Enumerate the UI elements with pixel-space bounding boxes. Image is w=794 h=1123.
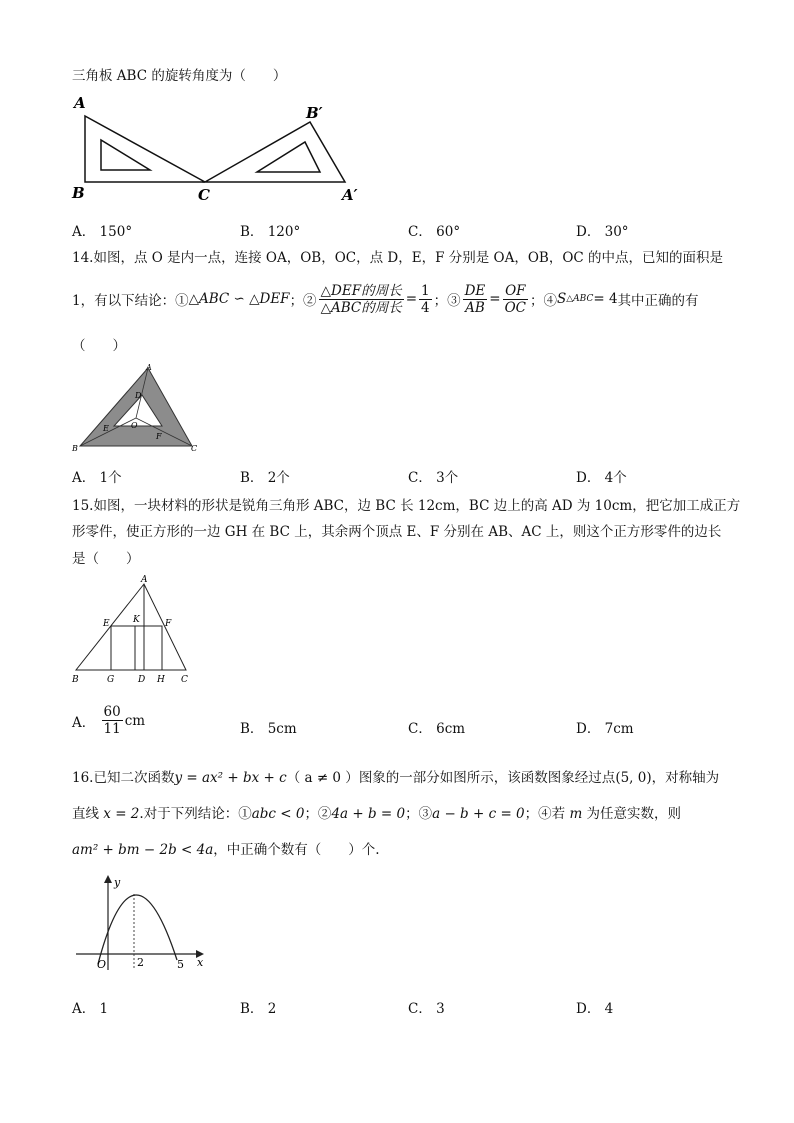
q13-label-c: C <box>198 186 210 204</box>
q15-figure <box>70 572 200 690</box>
svg-text:E: E <box>103 424 109 433</box>
q13-stem-tail: 三角板 ABC 的旋转角度为（ ） <box>72 68 287 84</box>
q16-option-a[interactable]: A． 1 <box>72 1001 109 1017</box>
svg-text:D: D <box>135 391 142 400</box>
svg-text:5: 5 <box>177 958 184 971</box>
q14-option-a[interactable]: A． 1个 <box>72 470 122 486</box>
q16-figure <box>70 870 220 975</box>
q13-label-b: B <box>72 184 85 202</box>
svg-text:C: C <box>181 675 188 685</box>
q13-option-b[interactable]: B． 120° <box>240 224 301 240</box>
svg-text:B: B <box>72 444 78 453</box>
svg-text:x: x <box>197 956 204 969</box>
q14-figure <box>70 362 210 457</box>
q16-line3: am² + bm − 2b < 4a，中正确个数有（ ）个. <box>72 842 380 858</box>
svg-text:2: 2 <box>137 956 144 969</box>
q15-line3: 是（ ） <box>72 551 140 567</box>
q14-paren: （ ） <box>72 338 126 354</box>
q13-label-a1: A′ <box>342 186 358 204</box>
q15-line1: 15.如图，一块材料的形状是锐角三角形 ABC，边 BC 长 12cm，BC 边上的高 AD 为 10cm，把它加工成正方 <box>72 498 741 514</box>
q16-option-d[interactable]: D． 4 <box>576 1001 614 1017</box>
q16-line2: 直线 x = 2.对于下列结论：①abc < 0；②4a + b = 0；③a − b + c = 0；④若 m 为任意实数，则 <box>72 806 682 822</box>
q13-figure <box>70 92 370 212</box>
q14-line1: 14.如图，点 O 是内一点，连接 OA，OB，OC，点 D，E，F 分别是 OA，OB，OC 的中点，已知的面积是 <box>72 250 724 266</box>
q15-option-b[interactable]: B． 5cm <box>240 721 297 737</box>
q13-label-a: A <box>74 94 86 112</box>
q16-option-c[interactable]: C． 3 <box>408 1001 445 1017</box>
svg-text:G: G <box>107 675 115 685</box>
svg-text:y: y <box>114 876 121 889</box>
q16-line1: 16.已知二次函数y = ax² + bx + c（ a ≠ 0 ）图象的一部分如图所示，该函数图象经过点(5, 0)，对称轴为 <box>72 770 720 786</box>
q14-option-b[interactable]: B． 2个 <box>240 470 290 486</box>
svg-text:F: F <box>156 432 162 441</box>
q13-option-a[interactable]: A． 150° <box>72 224 133 240</box>
svg-text:E: E <box>103 619 110 629</box>
svg-text:K: K <box>133 615 140 625</box>
q14-similar: △ABC ∽ △DEF <box>188 291 290 307</box>
svg-text:O: O <box>131 421 138 430</box>
svg-text:A: A <box>146 363 152 372</box>
q14-line2: 1，有以下结论：① △ABC ∽ △DEF ；② $\frac{\text{△DEF的周长}}{\text{△ABC的周长}}$ = $\frac{1}{4}$ ；③ $\frac{DE}{AB}$ = $\frac{OF}{OC}$ ；④ S △ABC = 4 其中正确的有 <box>72 282 699 316</box>
q15-line2: 形零件，使正方形的一边 GH 在 BC 上，其余两个顶点 E、F 分别在 AB、AC 上，则这个正方形零件的边长 <box>72 524 722 540</box>
q15-option-d[interactable]: D． 7cm <box>576 721 634 737</box>
svg-text:D: D <box>138 675 146 685</box>
q13-option-d[interactable]: D． 30° <box>576 224 629 240</box>
q14-option-d[interactable]: D． 4个 <box>576 470 627 486</box>
q16-option-b[interactable]: B． 2 <box>240 1001 277 1017</box>
q13-option-c[interactable]: C． 60° <box>408 224 461 240</box>
q15-option-a[interactable]: A． $\frac{60}{11}$ cm <box>72 704 146 737</box>
q14-option-c[interactable]: C． 3个 <box>408 470 459 486</box>
svg-text:F: F <box>165 619 172 629</box>
svg-text:C: C <box>191 444 198 453</box>
svg-text:O: O <box>97 958 107 971</box>
q13-label-b1: B′ <box>306 104 323 122</box>
svg-text:H: H <box>157 675 165 685</box>
svg-text:B: B <box>72 675 79 685</box>
q15-option-c[interactable]: C． 6cm <box>408 721 466 737</box>
svg-text:A: A <box>141 575 148 585</box>
